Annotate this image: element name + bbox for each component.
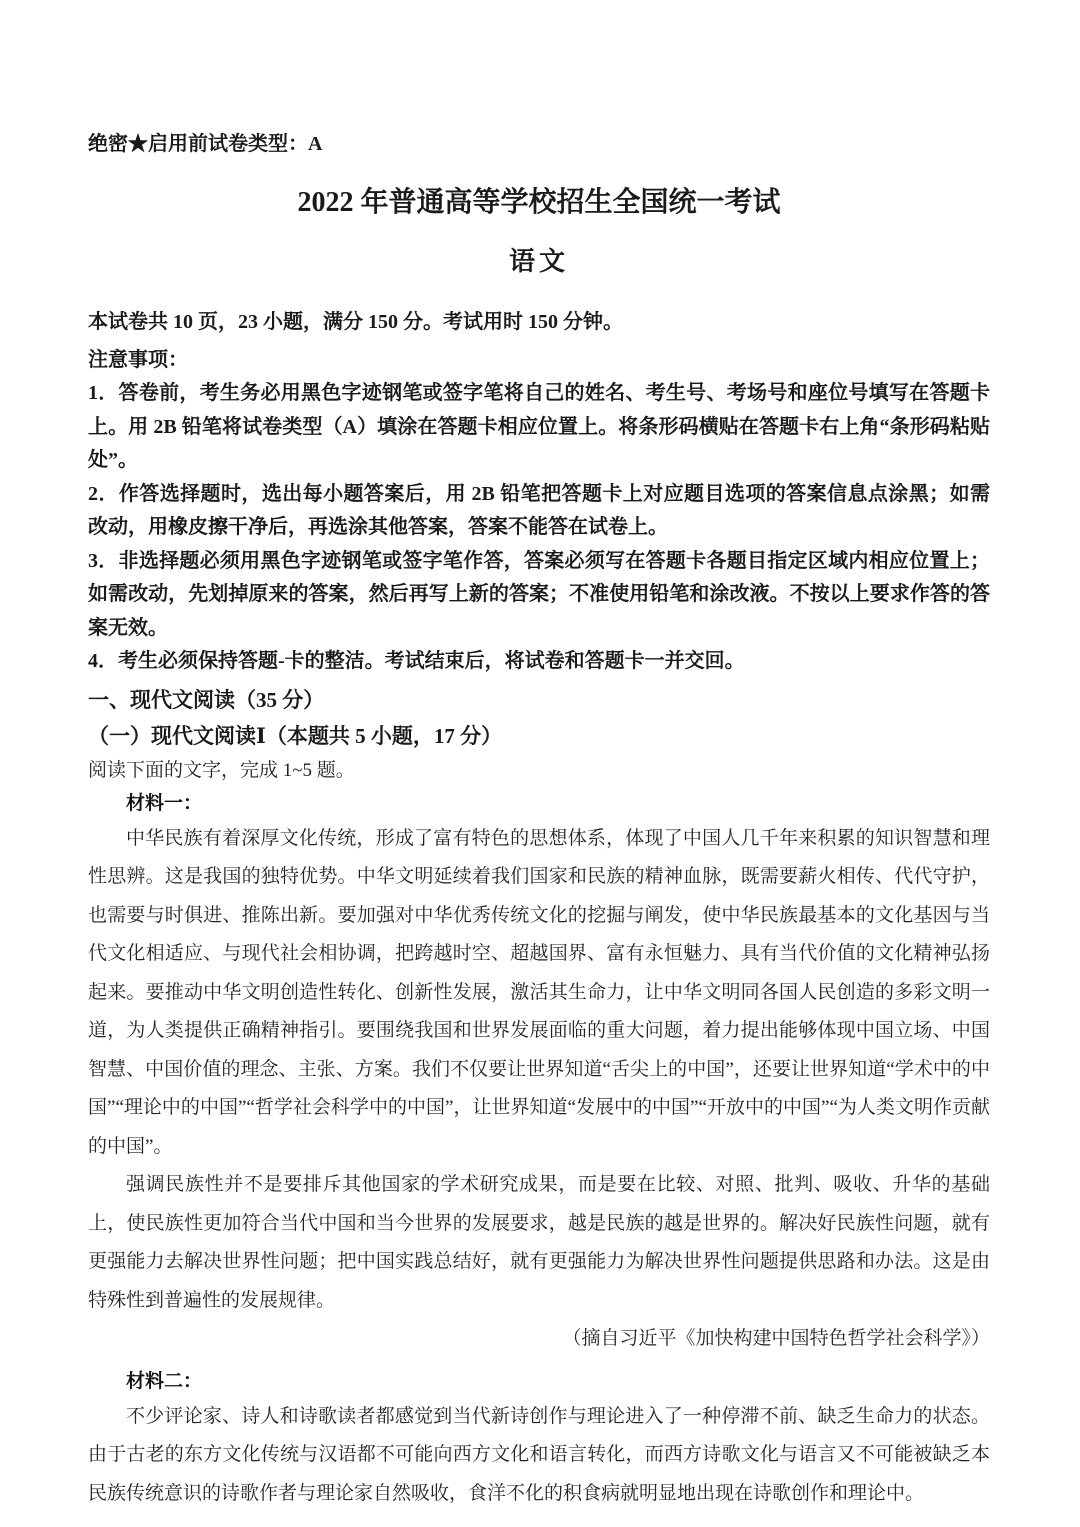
exam-title: 2022 年普通高等学校招生全国统一考试 [297, 187, 781, 218]
material-1-label: 材料一： [126, 792, 203, 814]
reading-instruction: 阅读下面的文字，完成 1~5 题。 [88, 759, 355, 781]
material-1-paragraph-1: 中华民族有着深厚文化传统，形成了富有特色的思想体系，体现了中国人几千年来积累的知识智慧和理性思辨。这是我国的独特优势。中华文明延续着我们国家和民族的精神血脉，既需要薪火相传、代代守护，也需要与时俱进、推陈出新。要加强对中华优秀传统文化的挖掘与阐发，使中华民族最基本的文化基因与当代文化相适应、与现代社会相协调，把跨越时空、超越国界、富有永恒魅力、具有当代价值的文化精神弘扬起来。要推动中华文明创造性转化、创新性发展，激活其生命力，让中华文明同各国人民创造的多彩文明一道，为人类提供正确精神指引。要围绕我国和世界发展面临的重大问题，着力提出能够体现中国立场、中国智慧、中国价值的理念、主张、方案。我们不仅要让世界知道“舌尖上的中国”，还要让世界知道“学术中的中国”“理论中的中国”“哲学社会科学中的中国”，让世界知道“发展中的中国”“开放中的中国”“为人类文明作贡献的中国”。 [88, 827, 990, 1157]
section-heading-modern-reading: 一、现代文阅读（35 分） [88, 687, 325, 712]
subsection-heading-modern-reading-1: （一）现代文阅读Ⅰ（本题共 5 小题，17 分） [88, 723, 503, 748]
notice-item-4: 4．考生必须保持答题-卡的整洁。考试结束后，将试卷和答题卡一并交回。 [88, 650, 745, 672]
material-1-paragraph-2: 强调民族性并不是要排斥其他国家的学术研究成果，而是要在比较、对照、批判、吸收、升华的基础上，使民族性更加符合当代中国和当今世界的发展要求，越是民族的越是世界的。解决好民族性问题，就有更强能力去解决世界性问题；把中国实践总结好，就有更强能力为解决世界性问题提供思路和办法。这是由特殊性到普遍性的发展规律。 [88, 1174, 990, 1311]
exam-info-line: 本试卷共 10 页，23 小题，满分 150 分。考试用时 150 分钟。 [88, 311, 623, 333]
notice-heading: 注意事项： [88, 349, 188, 371]
notice-item-3: 3．非选择题必须用黑色字迹钢笔或签字笔作答，答案必须写在答题卡各题目指定区域内相应位置上；如需改动，先划掉原来的答案，然后再写上新的答案；不准使用铅笔和涂改液。不按以上要求作答的答案无效。 [88, 549, 990, 639]
security-classification-line: 绝密★启用前试卷类型：A [88, 133, 323, 155]
material-2-label: 材料二： [126, 1370, 203, 1392]
notice-item-2: 2．作答选择题时，选出每小题答案后，用 2B 铅笔把答题卡上对应题目选项的答案信息点涂黑；如需改动，用橡皮擦干净后，再选涂其他答案，答案不能答在试卷上。 [88, 482, 990, 538]
material-1-attribution: （摘自习近平《加快构建中国特色哲学社会科学》） [562, 1328, 990, 1349]
notice-item-1: 1．答卷前，考生务必用黑色字迹钢笔或签字笔将自己的姓名、考生号、考场号和座位号填写在答题卡上。用 2B 铅笔将试卷类型（A）填涂在答题卡相应位置上。将条形码横贴在答题卡右上角“条形码粘贴处”。 [88, 382, 990, 471]
material-2-paragraph-1: 不少评论家、诗人和诗歌读者都感觉到当代新诗创作与理论进入了一种停滞不前、缺乏生命力的状态。由于古老的东方文化传统与汉语都不可能向西方文化和语言转化，而西方诗歌文化与语言又不可能被缺乏本民族传统意识的诗歌作者与理论家自然吸收，食洋不化的积食病就明显地出现在诗歌创作和理论中。 [88, 1405, 990, 1504]
exam-subject: 语文 [508, 247, 569, 276]
